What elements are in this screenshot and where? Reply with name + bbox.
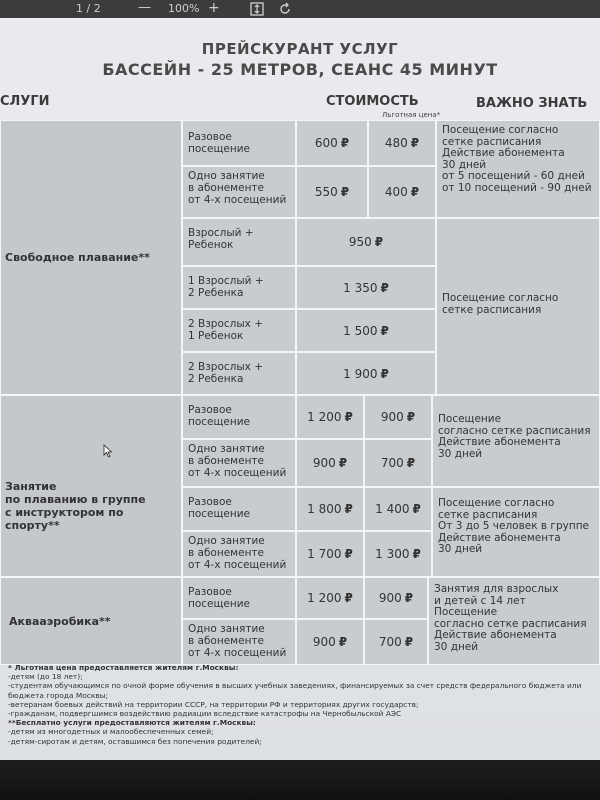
row-label: Разовое посещение: [182, 120, 296, 166]
ruble-sign: ₽: [380, 366, 389, 381]
price-value: 900: [312, 635, 336, 649]
fit-page-icon[interactable]: [250, 2, 264, 19]
row-label: Разовое посещение: [182, 487, 296, 531]
discount-cell: [364, 395, 432, 439]
footnote-line: -детям из многодетных и малообеспеченных семей;: [8, 727, 214, 737]
discount-value: 900: [378, 591, 402, 605]
price-value: 950: [348, 235, 372, 249]
discount-cell: [368, 166, 436, 218]
discount-cell: [364, 619, 428, 665]
info-aqua: Занятия для взрослых и детей с 14 лет Посещение согласно сетке расписания Действие абонемента 30 дней: [428, 577, 600, 665]
discount-cell: [364, 577, 428, 619]
info-free-swim-family: Посещение согласно сетке расписания: [436, 218, 600, 395]
discount-value: 900: [380, 410, 404, 424]
ruble-sign: ₽: [412, 547, 421, 561]
price-value: 550: [314, 185, 338, 199]
footnote-line: * Льготная цена предоставляется жителям г.Москвы:: [8, 663, 239, 672]
ruble-sign: ₽: [344, 591, 353, 605]
price-cell: [296, 395, 364, 439]
row-label: 1 Взрослый + 2 Ребенка: [182, 266, 296, 309]
zoom-out-button[interactable]: —: [138, 0, 151, 15]
price-value: 1 900: [343, 366, 378, 381]
header-discount: Льготная цена*: [382, 111, 441, 119]
price-cell: [296, 487, 364, 531]
footnotes: [8, 663, 598, 746]
ruble-sign: ₽: [374, 235, 384, 249]
pdf-toolbar: [0, 0, 600, 18]
ruble-sign: ₽: [406, 410, 416, 424]
info-group-small: Посещение согласно сетке расписания От 3 до 5 человек в группе Действие абонемента 30 дней: [432, 487, 600, 577]
discount-value: 1 400: [375, 502, 410, 516]
header-services: СЛУГИ: [0, 94, 50, 109]
ruble-sign: ₽: [404, 635, 414, 649]
price-cell: [296, 266, 436, 309]
header-important: ВАЖНО ЗНАТЬ: [476, 96, 588, 111]
discount-cell: [364, 439, 432, 487]
footnote-line: -студентам обучающимся по очной форме обучения в высших учебных заведениях, финансируемых за счет средств федерального бюджета или бюджета города Москвы;: [8, 681, 582, 700]
row-label: Разовое посещение: [182, 395, 296, 439]
ruble-sign: ₽: [344, 547, 353, 561]
ruble-sign: ₽: [380, 280, 389, 295]
discount-value: 1 300: [375, 547, 410, 561]
price-cell: [296, 577, 364, 619]
price-value: 1 200: [307, 410, 342, 424]
price-value: 600: [314, 136, 338, 150]
info-free-swim-subscription: Посещение согласно сетке расписания Действие абонемента 30 дней от 5 посещений - 60 дней от 10 посещений - 90 дней: [436, 120, 600, 218]
footnote-line: -ветеранам боевых действий на территории СССР, на территории РФ и территориях других государств;: [8, 699, 419, 709]
row-label: Взрослый + Ребенок: [182, 218, 296, 266]
price-cell: [296, 120, 368, 166]
row-label: Одно занятие в абонементе от 4-х посещений: [182, 531, 296, 577]
ruble-sign: ₽: [410, 185, 420, 199]
mouse-cursor-icon: [103, 444, 113, 458]
page-indicator[interactable]: 1 / 2: [76, 2, 101, 15]
discount-cell: [368, 120, 436, 166]
price-cell: [296, 352, 436, 395]
zoom-level[interactable]: 100%: [168, 2, 200, 15]
category-group-swim: Занятие по плаванию в группе с инструктором по спорту**: [0, 395, 182, 577]
ruble-sign: ₽: [340, 136, 350, 150]
ruble-sign: ₽: [338, 635, 348, 649]
ruble-sign: ₽: [380, 323, 389, 338]
ruble-sign: ₽: [340, 185, 350, 199]
price-value: 1 700: [307, 547, 342, 561]
discount-value: 700: [380, 456, 404, 470]
footnote-line: **Бесплатно услуги предоставляются жителям г.Москвы:: [8, 718, 256, 728]
ruble-sign: ₽: [406, 456, 416, 470]
document-page: [0, 18, 600, 760]
category-aqua-aerobics: Аквааэробика**: [0, 577, 182, 665]
header-price: СТОИМОСТЬ: [326, 94, 419, 109]
price-cell: [296, 531, 364, 577]
discount-value: 400: [384, 185, 408, 199]
rotate-icon[interactable]: [278, 2, 292, 19]
row-label: Одно занятие в абонементе от 4-х посещений: [182, 619, 296, 665]
row-label: Разовое посещение: [182, 577, 296, 619]
monitor-bezel: [0, 760, 600, 800]
price-value: 900: [312, 456, 336, 470]
price-value: 1 200: [307, 591, 342, 605]
row-label: Одно занятие в абонементе от 4-х посещений: [182, 439, 296, 487]
footnote-line: -детям-сиротам и детям, оставшимся без попечения родителей;: [8, 736, 262, 746]
price-cell: [296, 218, 436, 266]
price-cell: [296, 439, 364, 487]
row-label: Одно занятие в абонементе от 4-х посещений: [182, 166, 296, 218]
footnote-line: -детям (до 18 лет);: [8, 672, 83, 682]
discount-value: 480: [384, 136, 408, 150]
page-title: ПРЕЙСКУРАНТ УСЛУГ: [201, 40, 399, 58]
ruble-sign: ₽: [344, 502, 353, 516]
ruble-sign: ₽: [404, 591, 414, 605]
ruble-sign: ₽: [344, 410, 353, 424]
footnote-line: -гражданам, подвергшимся воздействию радиации вследствие катастрофы на Чернобыльской АЭС: [8, 709, 402, 719]
price-value: 1 500: [343, 323, 378, 338]
row-label: 2 Взрослых + 2 Ребенка: [182, 352, 296, 395]
discount-value: 700: [378, 635, 402, 649]
row-label: 2 Взрослых + 1 Ребенок: [182, 309, 296, 352]
discount-cell: [364, 531, 432, 577]
price-cell: [296, 309, 436, 352]
info-group-subscription: Посещение согласно сетке расписания Действие абонемента 30 дней: [432, 395, 600, 487]
category-free-swim: Свободное плавание**: [0, 120, 182, 395]
page-subtitle: БАССЕЙН - 25 МЕТРОВ, СЕАНС 45 МИНУТ: [102, 60, 498, 79]
zoom-in-button[interactable]: +: [208, 0, 220, 16]
price-cell: [296, 166, 368, 218]
price-value: 1 350: [343, 280, 378, 295]
discount-cell: [364, 487, 432, 531]
ruble-sign: ₽: [410, 136, 420, 150]
ruble-sign: ₽: [412, 502, 421, 516]
price-value: 1 800: [307, 502, 342, 516]
ruble-sign: ₽: [338, 456, 348, 470]
price-cell: [296, 619, 364, 665]
